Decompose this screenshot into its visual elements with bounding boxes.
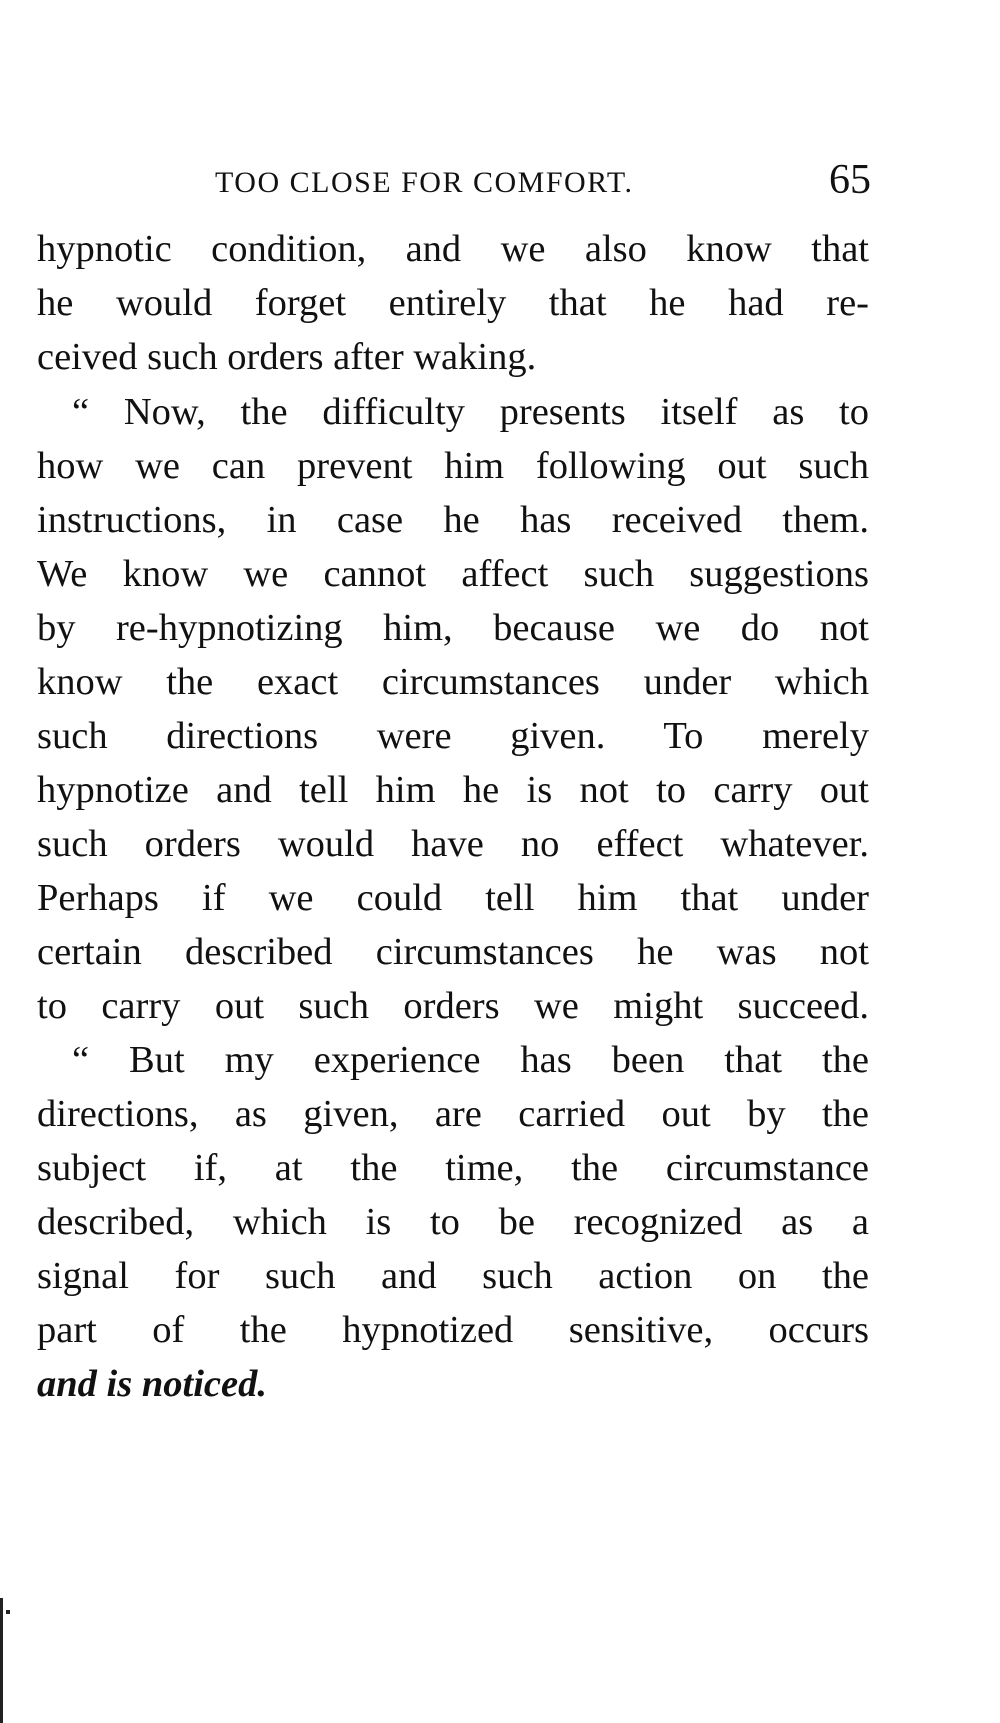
page-number: 65	[829, 157, 871, 203]
scan-edge-mark	[0, 1598, 3, 1723]
text-line: to carry out such orders we might succeed.	[37, 985, 869, 1027]
text-line: “ Now, the difficulty presents itself as to	[72, 391, 869, 433]
text-line: he would forget entirely that he had re-	[37, 282, 869, 324]
text-line: such orders would have no effect whatever.	[37, 823, 869, 865]
text-line: signal for such and such action on the	[37, 1255, 869, 1297]
text-line: Perhaps if we could tell him that under	[37, 877, 869, 919]
text-line: by re-hypnotizing him, because we do not	[37, 607, 869, 649]
text-line: ceived such orders after waking.	[37, 336, 537, 378]
text-line: described, which is to be recognized as a	[37, 1201, 869, 1243]
text-line-italic: and is noticed.	[37, 1363, 267, 1405]
text-line: subject if, at the time, the circumstance	[37, 1147, 869, 1189]
text-line: how we can prevent him following out such	[37, 445, 869, 487]
text-line: directions, as given, are carried out by the	[37, 1093, 869, 1135]
text-line: We know we cannot affect such suggestions	[37, 553, 869, 595]
text-line: “ But my experience has been that the	[72, 1039, 869, 1081]
running-title: TOO CLOSE FOR COMFORT.	[215, 166, 634, 199]
text-line: know the exact circumstances under which	[37, 661, 869, 703]
text-line: instructions, in case he has received them.	[37, 499, 869, 541]
text-line: certain described circumstances he was not	[37, 931, 869, 973]
text-line: hypnotic condition, and we also know that	[37, 228, 869, 270]
text-line: hypnotize and tell him he is not to carry out	[37, 769, 869, 811]
text-line: such directions were given. To merely	[37, 715, 869, 757]
scan-speck	[6, 1610, 10, 1614]
text-line: part of the hypnotized sensitive, occurs	[37, 1309, 869, 1351]
